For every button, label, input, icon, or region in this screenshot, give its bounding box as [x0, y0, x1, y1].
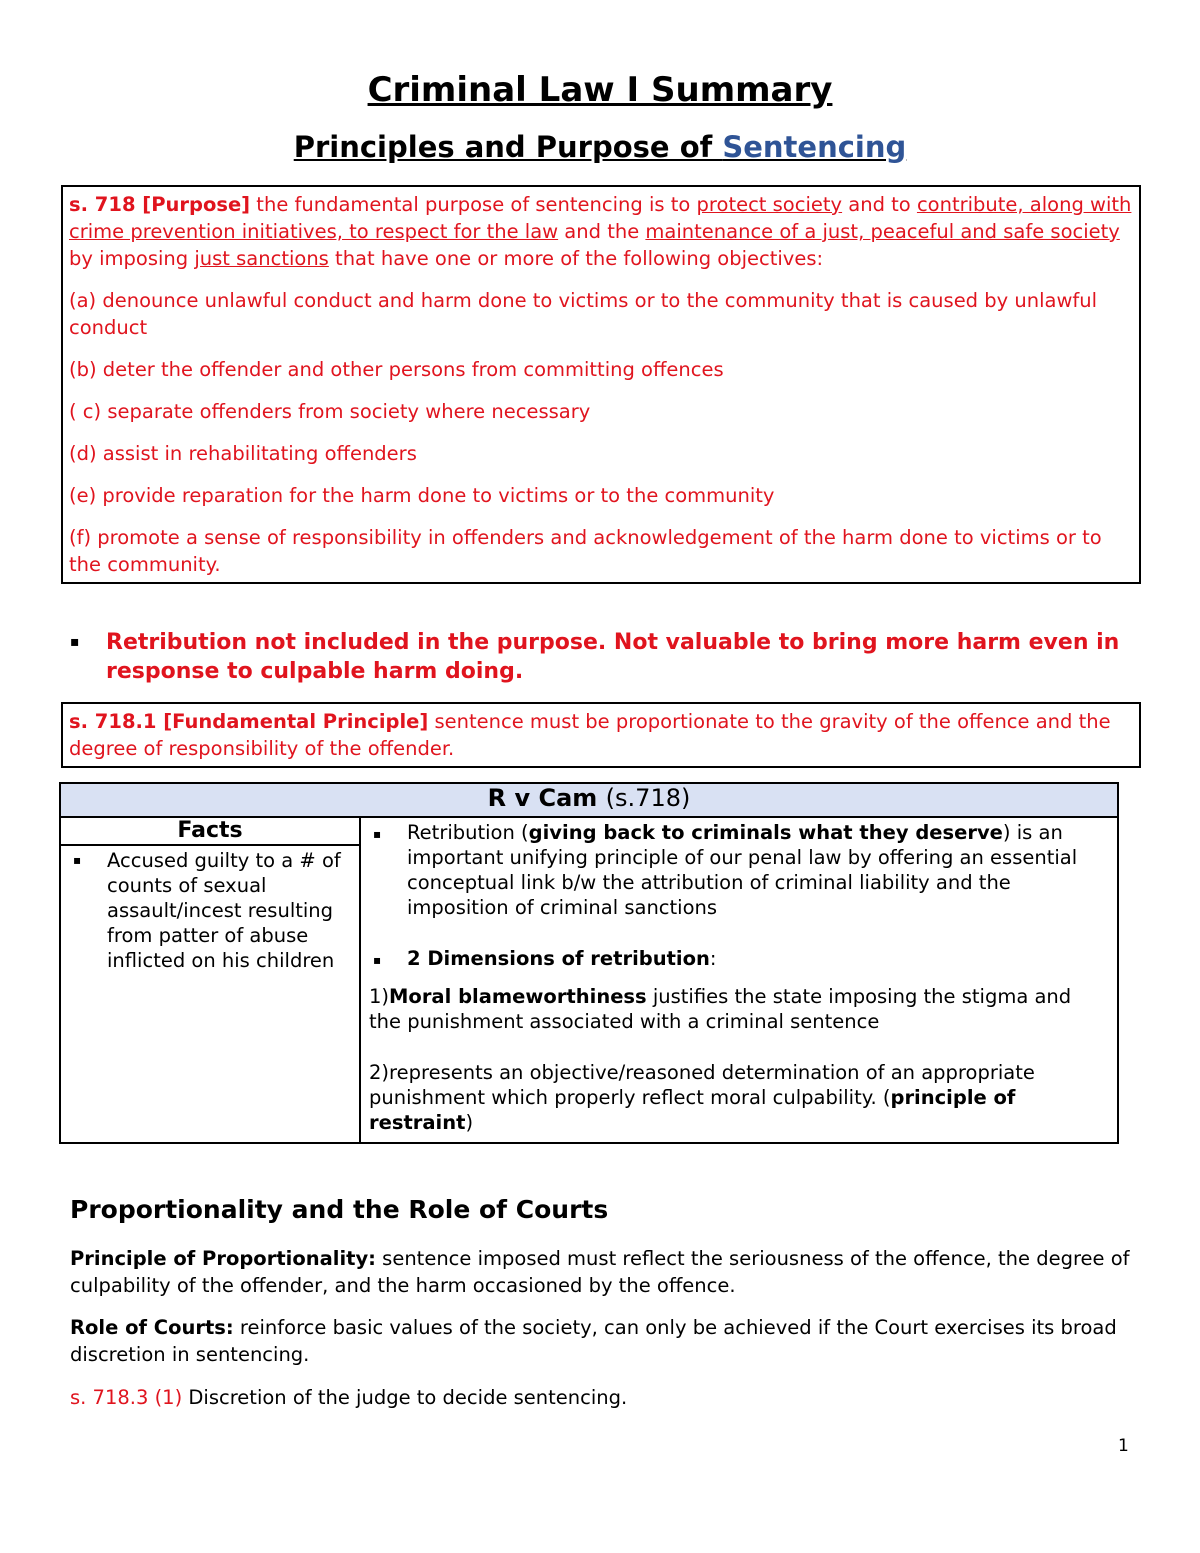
objective-item: (a) denounce unlawful conduct and harm done to victims or to the community that is caused by unlawful conduct: [69, 289, 1098, 339]
s7181-text: [69, 708, 1133, 762]
role-of-courts-paragraph: [70, 1314, 1140, 1368]
section-title: [0, 130, 1200, 164]
facts-item: [69, 846, 351, 973]
s7181-principle-box: [61, 702, 1141, 768]
retribution-text-a: Retribution (: [407, 821, 529, 844]
proportionality-paragraph: [70, 1245, 1140, 1299]
dimension-2-close: ): [465, 1111, 474, 1134]
case-name: R v Cam: [487, 784, 606, 812]
s718-label: s. 718 [Purpose]: [69, 193, 251, 216]
s718-underline-3: maintenance of a just, peaceful and safe society: [645, 220, 1120, 243]
objective-item: (f) promote a sense of responsibility in offenders and acknowledgement of the harm done to victims or to the community.: [69, 526, 1102, 576]
analysis-cell: [360, 817, 1118, 1143]
dimension-2-bold: principle of restraint: [369, 1086, 1016, 1134]
section-title-text: Principles and Purpose of: [293, 130, 723, 164]
s7183-text: Discretion of the judge to decide sentencing.: [182, 1386, 628, 1409]
dimension-1-text: justifies the state imposing the stigma and the punishment associated with a criminal sentence: [369, 985, 1072, 1033]
sentencing-link[interactable]: Sentencing: [722, 130, 907, 164]
proportionality-label: Principle of Proportionality:: [70, 1247, 376, 1270]
case-citation: (s.718): [605, 784, 691, 812]
s718-text-3: and the: [558, 220, 646, 243]
s718-text-4: by imposing: [69, 247, 195, 270]
retribution-text-c: ) is an important unifying principle of our penal law by offering an essential conceptual link b/w the attribution of criminal liability and the imposition of criminal sanctions: [407, 821, 1078, 919]
dimension-1: [369, 984, 1109, 1034]
square-bullet-icon: ▪: [73, 853, 82, 867]
retribution-note-text: Retribution not included in the purpose. Not valuable to bring more harm even in response to culpable harm doing.: [106, 630, 1120, 684]
dimension-1-num: 1): [369, 985, 390, 1008]
s7183-label: s. 718.3 (1): [70, 1386, 183, 1409]
objective-item: ( c) separate offenders from society where necessary: [69, 400, 591, 423]
page-number: 1: [1118, 1436, 1129, 1456]
s718-text-2: and to: [842, 193, 917, 216]
s718-text-1: the fundamental purpose of sentencing is to: [250, 193, 697, 216]
objective-item: (b) deter the offender and other persons from committing offences: [69, 358, 724, 381]
retribution-point: [369, 820, 1109, 920]
case-table: [59, 782, 1119, 1144]
facts-cell: [60, 817, 360, 1143]
s718-text-5: that have one or more of the following objectives:: [328, 247, 824, 270]
dimension-1-bold: Moral blameworthiness: [389, 985, 647, 1008]
proportionality-heading: Proportionality and the Role of Courts: [70, 1195, 609, 1224]
s7181-body: sentence must be proportionate to the gravity of the offence and the degree of responsibility of the offender.: [69, 710, 1111, 760]
case-header: [60, 783, 1118, 817]
facts-header: Facts: [61, 818, 359, 846]
s7183-paragraph: [70, 1384, 1140, 1411]
s718-underline-4: just sanctions: [194, 247, 329, 270]
s718-underline-1: protect society: [696, 193, 843, 216]
s718-intro: [69, 191, 1133, 272]
square-bullet-icon: ▪: [373, 953, 382, 967]
objective-item: (d) assist in rehabilitating offenders: [69, 442, 417, 465]
dimension-2: [369, 1060, 1109, 1135]
objective-item: (e) provide reparation for the harm done to victims or to the community: [69, 484, 775, 507]
proportionality-text: sentence imposed must reflect the seriousness of the offence, the degree of culpability of the offender, and the harm occasioned by the offence.: [70, 1247, 1130, 1297]
square-bullet-icon: ▪: [70, 634, 80, 650]
facts-text: Accused guilty to a # of counts of sexual assault/incest resulting from patter of abuse inflicted on his children: [107, 849, 341, 972]
role-of-courts-text: reinforce basic values of the society, can only be achieved if the Court exercises its broad discretion in sentencing.: [70, 1316, 1117, 1366]
dimension-2-text: 2)represents an objective/reasoned determination of an appropriate punishment which properly reflect moral culpability. (: [369, 1061, 1035, 1109]
retribution-text-bold: giving back to criminals what they deserve: [528, 821, 1003, 844]
s718-purpose-box: [61, 185, 1141, 584]
retribution-note: [70, 628, 1120, 686]
s718-underline-2: contribute, along with crime prevention initiatives, to respect for the law: [69, 193, 1132, 243]
role-of-courts-label: Role of Courts:: [70, 1316, 234, 1339]
square-bullet-icon: ▪: [373, 827, 382, 841]
s7181-label: s. 718.1 [Fundamental Principle]: [69, 710, 429, 733]
dimensions-colon: :: [709, 947, 717, 970]
dimensions-point: [369, 946, 1109, 971]
dimensions-heading: 2 Dimensions of retribution: [407, 947, 710, 970]
document-title: Criminal Law I Summary: [367, 70, 833, 110]
